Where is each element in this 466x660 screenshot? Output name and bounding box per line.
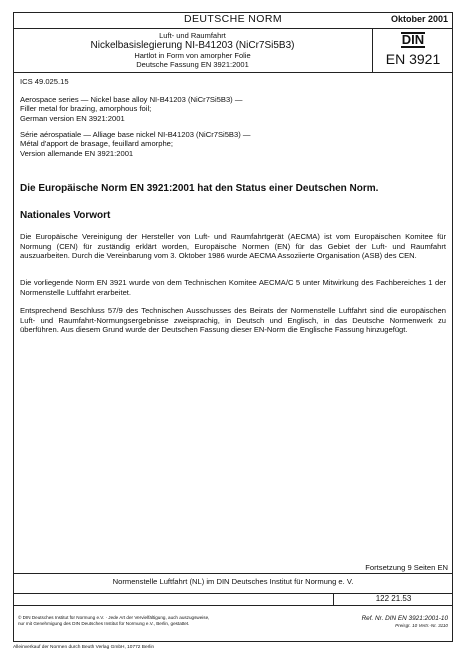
title-version: Deutsche Fassung EN 3921:2001 [136,60,249,69]
normenstelle-line: Normenstelle Luftfahrt (NL) im DIN Deutsches Institut für Normung e. V. [112,577,354,586]
english-title-line: Filler metal for brazing, amorphous foil; [20,104,152,114]
price-group: Preisgr. 10 Vertr.-Nr. 3110 [395,623,448,628]
ics-code: ICS 49.025.15 [20,77,69,86]
continuation-note: Fortsetzung 9 Seiten EN [365,563,448,572]
status-statement: Die Europäische Norm EN 3921:2001 hat den Status einer Deutschen Norm. [20,183,379,194]
section-heading: Nationales Vorwort [20,210,111,221]
title-block [13,28,373,72]
english-title [20,95,440,123]
copyright-notice [18,615,318,627]
french-title-line: Série aérospatiale — Alliage base nickel NI-B41203 (NiCr7Si5B3) — [20,130,251,139]
publication-date: Oktober 2001 [390,14,448,24]
paragraph: Entsprechend Beschluss 57/9 des Technischen Ausschusses des Beirats der Normenstelle Luftfahrt sind die europäischen Luft- und Raumfahrt-Normungsergebnisse zweisprachig, in Deutsch und Englisch, in das Deutsche Normenwerk zu überführen. Aus diesem Grund wurde der Deutschen Fassung dieser EN-Norm die Englische Fassung hinzugefügt. [20,306,446,334]
paragraph: Die vorliegende Norm EN 3921 wurde von dem Technischen Komitee AECMA/C 5 unter Mitwirkung des Fachbereiches 1 der Normenstelle Luftfahrt erarbeitet. [20,278,446,297]
divider [13,605,453,606]
copyright-line: © DIN Deutsches Institut für Normung e.V. · Jede Art der Vervielfältigung, auch auszugsweise, [18,615,210,620]
document-title: Nickelbasislegierung NI-B41203 (NiCr7Si5B3) [90,40,295,51]
english-title-line: German version EN 3921:2001 [20,113,125,123]
standard-id-block [373,28,453,72]
french-title [20,130,440,158]
distribution-note: Alleinverkauf der Normen durch Beuth Verlag GmbH, 10772 Berlin [13,645,155,650]
french-title-line: Version allemande EN 3921:2001 [20,148,134,158]
divider [13,573,453,574]
reference-block [318,615,448,629]
standard-number: EN 3921 [385,51,441,67]
reference-number: Ref. Nr. DIN EN 3921:2001-10 [361,615,448,622]
price-code-box [333,593,453,605]
english-title-line: Aerospace series — Nickel base alloy NI-B41203 (NiCr7Si5B3) — [20,95,243,104]
norm-label: DEUTSCHE NORM [184,13,282,25]
title-subtitle: Hartlot in Form von amorpher Folie [134,51,251,60]
title-box [13,28,453,73]
price-code: 122 21.53 [375,594,412,603]
din-logo: DIN [401,32,425,47]
paragraph: Die Europäische Vereinigung der Hersteller von Luft- und Raumfahrtgerät (AECMA) ist vom Europäischen Komitee für Normung (CEN) für zuständig erklärt worden, Europäische Normen (EN) für das Gebiet der Luft- und Raumfahrt auszuarbeiten. Durch die Vereinbarung vom 3. Oktober 1986 wurde AECMA Assoziierte Organisation (ASB) des CEN. [20,232,446,260]
copyright-line: nur mit Genehmigung des DIN Deutsches Institut für Normung e.V., Berlin, gestattet. [18,621,190,626]
french-title-line: Métal d'apport de brasage, feuillard amorphe; [20,139,173,149]
title-field: Luft- und Raumfahrt [159,31,226,40]
header-bar [13,12,453,29]
